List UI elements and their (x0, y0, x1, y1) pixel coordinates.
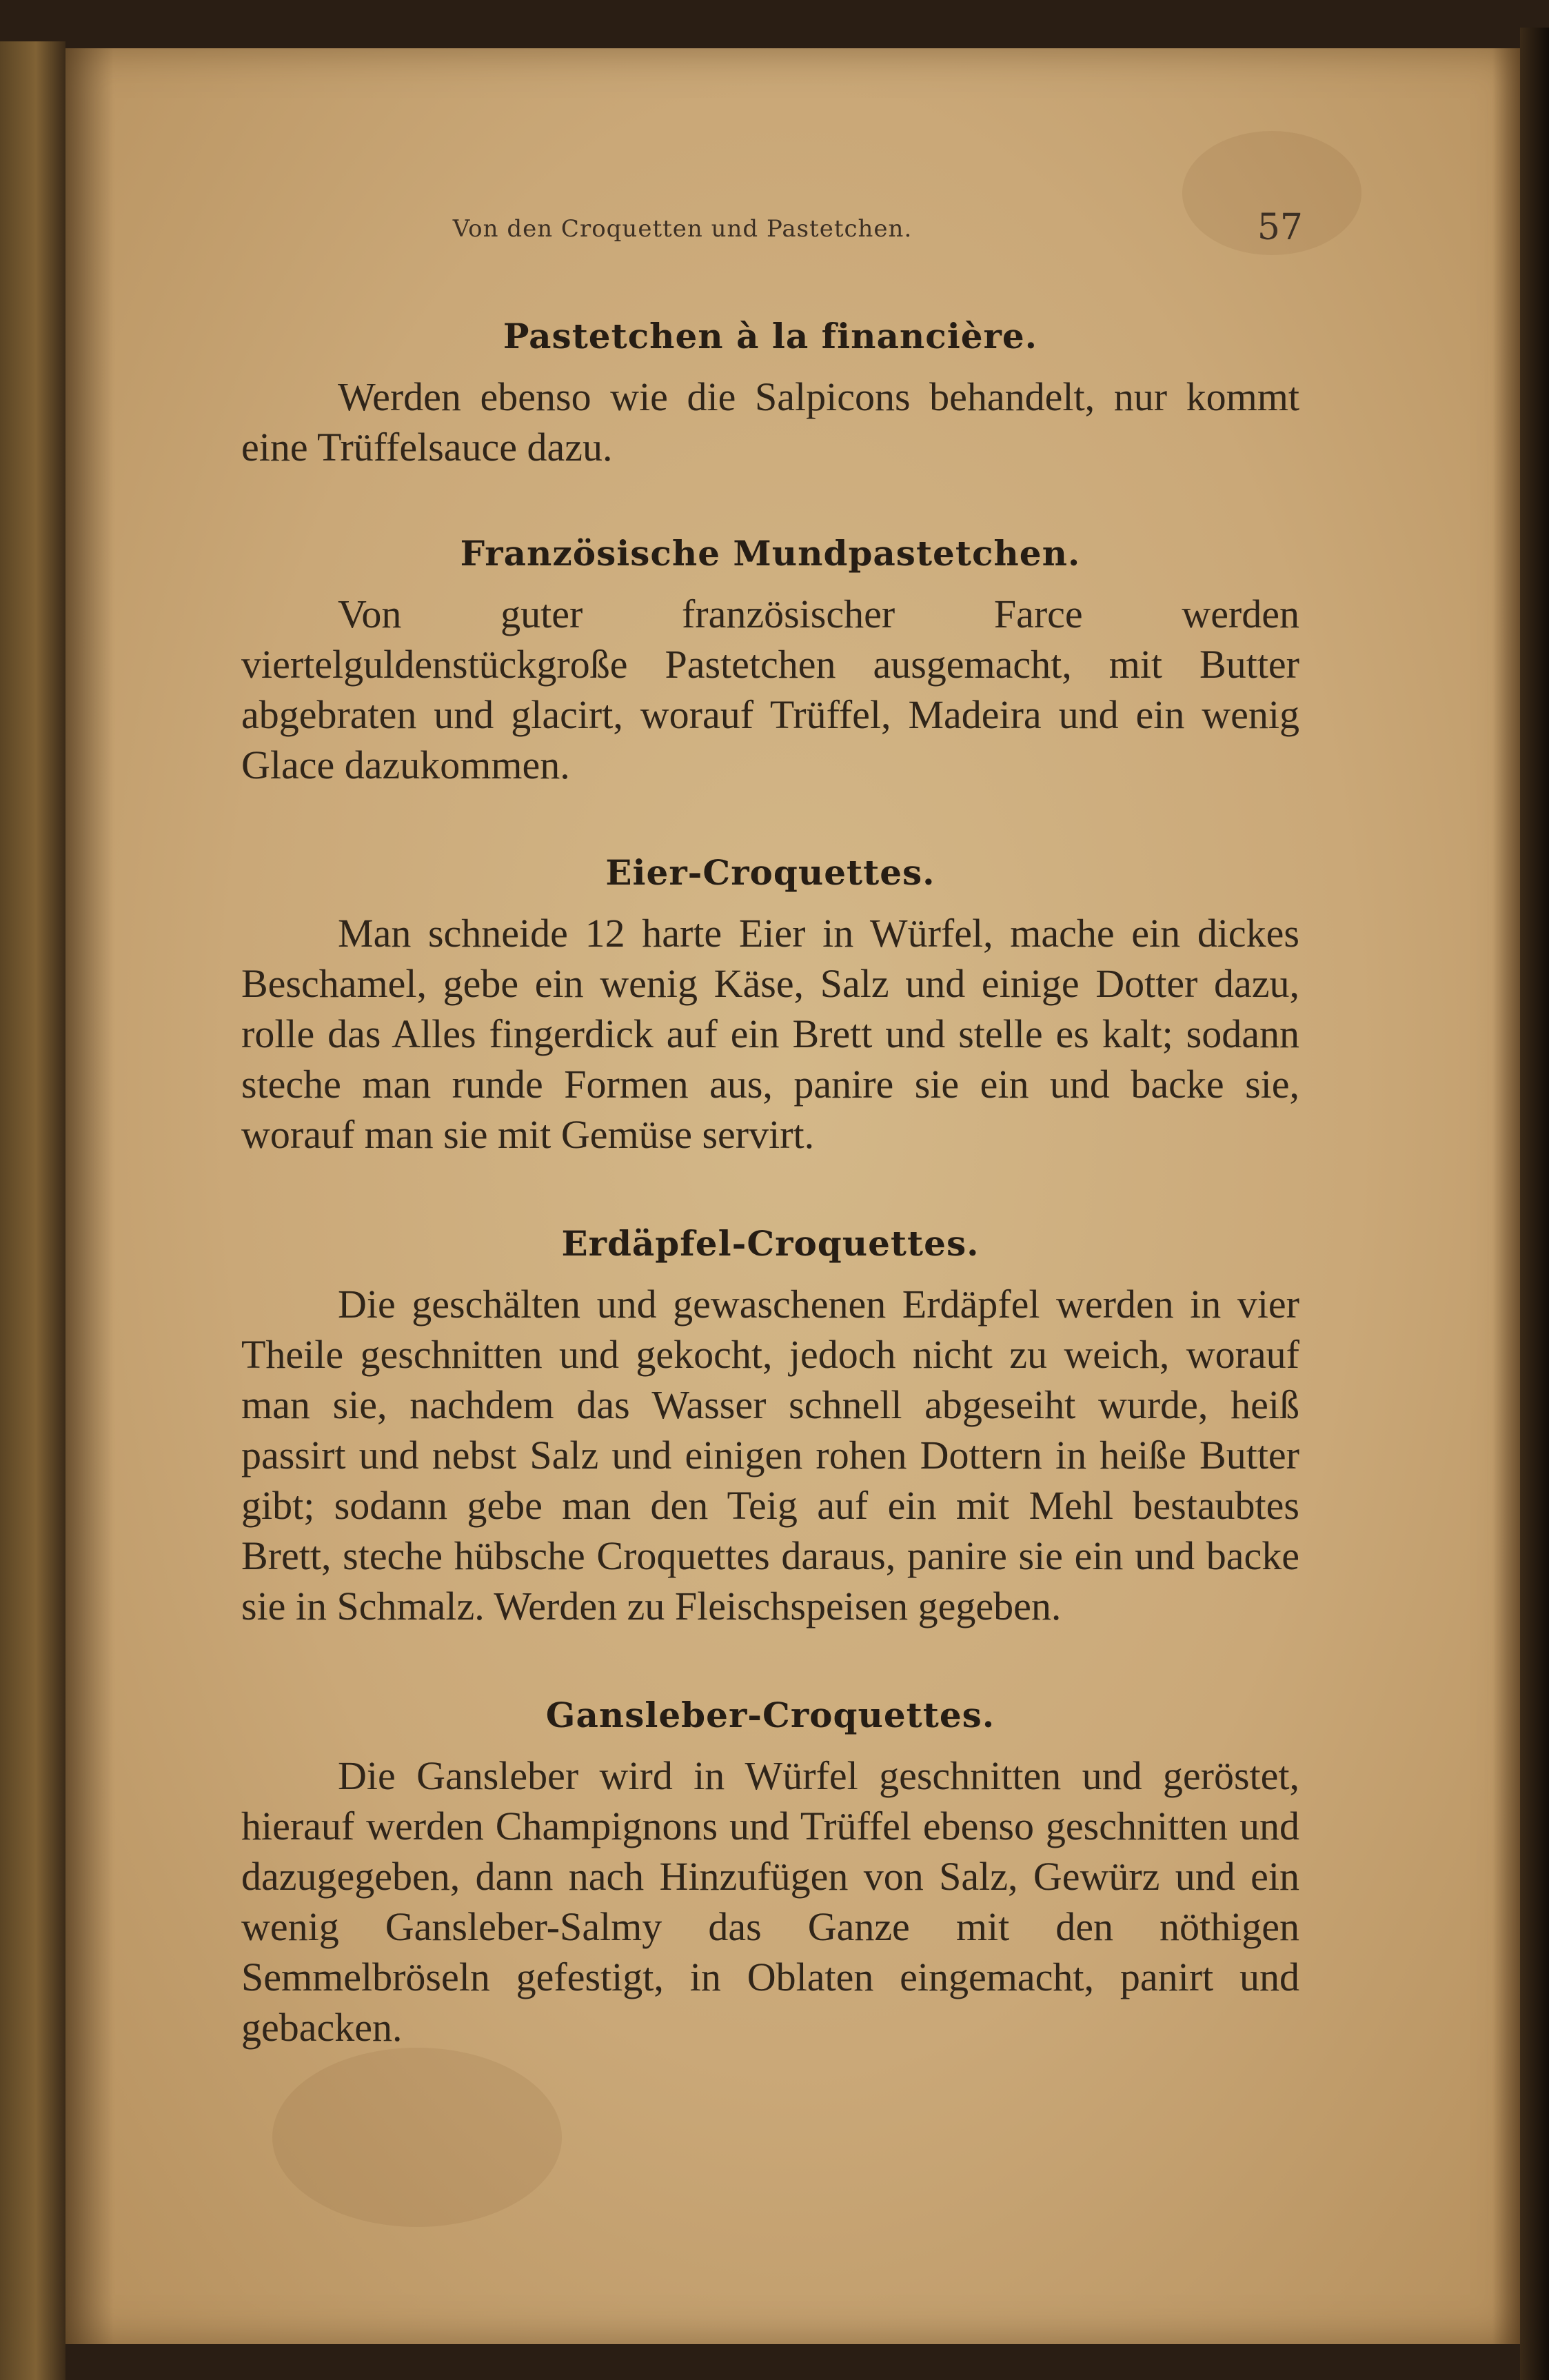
section-heading: Gansleber-Croquettes. (545, 1695, 995, 1735)
section-paragraph: Die Gansleber wird in Würfel geschnitten und geröstet, hierauf werden Champignons und Trüffel ebenso geschnitten und dazugegeben, dann nach Hinzufügen von Salz, Gewürz und ein wenig Gansleber-Salmy das Ganze mit den nöthigen Semmelbröseln gefestigt, in Oblaten eingemacht, panirt und gebacken. (241, 1753, 1299, 2050)
section-paragraph: Von guter französischer Farce werden viertelguldenstückgroße Pastetchen ausgemacht, mit Butter abgebraten und glacirt, worauf Trüffel, Madeira und ein wenig Glace dazukommen. (241, 592, 1299, 787)
section-heading: Eier-Croquettes. (605, 852, 935, 893)
previous-page-edge (0, 41, 65, 2380)
section-paragraph: Werden ebenso wie die Salpicons behandelt, nur kommt eine Trüffelsauce dazu. (241, 374, 1299, 470)
section-paragraph: Die geschälten und gewaschenen Erdäpfel werden in vier Theile geschnitten und gekocht, jedoch nicht zu weich, worauf man sie, nachdem das Wasser schnell abgeseiht wurde, heiß passirt und nebst Salz und einigen rohen Dottern in heiße Butter gibt; sodann gebe man den Teig auf ein mit Mehl bestaubtes Brett, steche hübsche Croquettes daraus, panire sie ein und backe sie in Schmalz. Werden zu Fleischspeisen gegeben. (241, 1282, 1299, 1628)
section-heading: Französische Mundpastetchen. (460, 533, 1081, 574)
page-content (241, 303, 1299, 2053)
section-paragraph: Man schneide 12 harte Eier in Würfel, mache ein dickes Beschamel, gebe ein wenig Käse, Salz und einige Dotter dazu, rolle das Alles fingerdick auf ein Brett und stelle es kalt; sodann steche man runde Formen aus, panire sie ein und backe sie, worauf man sie mit Gemüse servirt. (241, 911, 1299, 1157)
paper-stain (272, 2048, 562, 2227)
page-number: 57 (1257, 207, 1303, 248)
section-heading: Erdäpfel-Croquettes. (561, 1223, 980, 1264)
book-spine-edge (1520, 28, 1549, 2380)
section-heading: Pastetchen à la financière. (503, 316, 1038, 356)
running-head: Von den Croquetten und Pastetchen. (452, 215, 913, 243)
